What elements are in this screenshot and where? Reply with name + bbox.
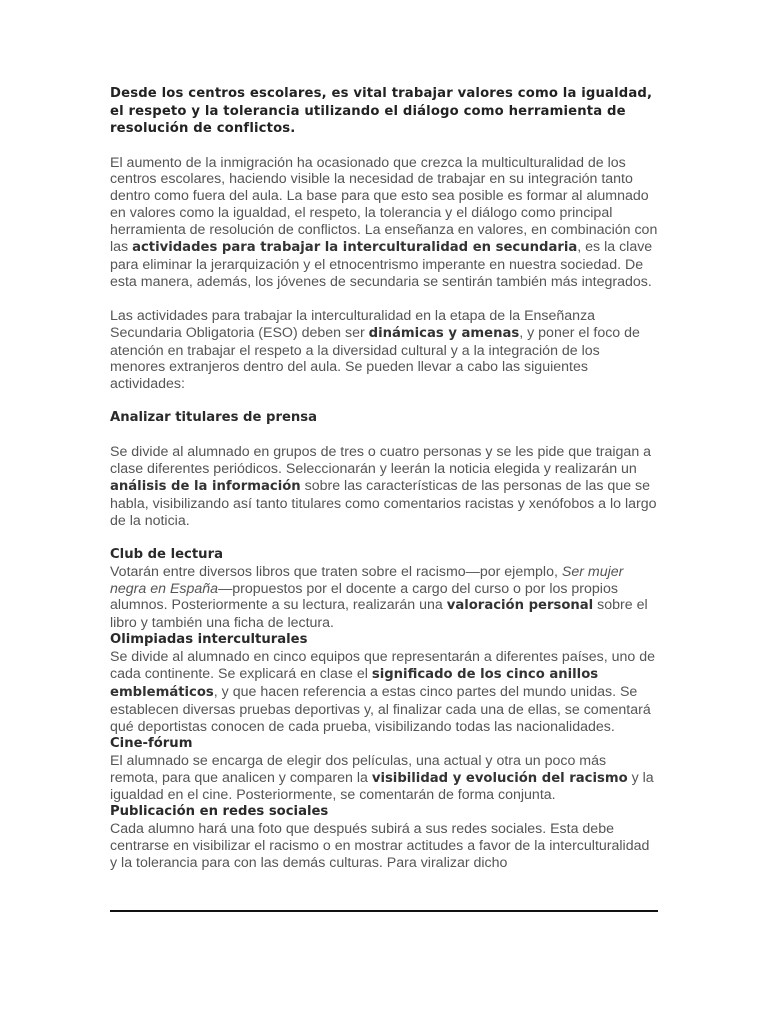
section-body-cineforum <box>110 753 658 805</box>
section-heading-redes: Publicación en redes sociales <box>110 804 329 820</box>
section-heading-prensa: Analizar titulares de prensa <box>110 410 318 426</box>
intro-paragraph: Desde los centros escolares, es vital trabajar valores como la igualdad, el respeto y la tolerancia utilizando el diálogo como herramienta de resolución de conflictos. <box>110 86 653 136</box>
section-heading-cineforum: Cine-fórum <box>110 735 193 751</box>
section-body-redes: Cada alumno hará una foto que después subirá a sus redes sociales. Esta debe centrarse en visibilizar el racismo o en mostrar actitudes a favor de la interculturalidad y la tolerancia para con las demás culturas. Para viralizar dicho <box>110 821 650 872</box>
section-heading-olimpiadas: Olimpiadas interculturales <box>110 632 308 648</box>
section-prensa-bold: análisis de la información <box>110 479 301 494</box>
page-cutoff-mask <box>0 912 768 1024</box>
document-body <box>110 85 658 872</box>
section-lectura-text-c: —propuestos por el docente a cargo del curso o por los propios alumnos. Posteriormente a su lectura, realizarán una <box>110 580 618 614</box>
section-prensa-text-c: sobre las características de las personas de las que se habla, visibilizando así tanto titulares como comentarios racistas y xenófobos a lo largo de la noticia. <box>110 478 657 529</box>
paragraph-2-text-a: Las actividades para trabajar la interculturalidad en la etapa de la Enseñanza Secundaria Obligatoria (ESO) deben ser <box>110 307 596 341</box>
section-olimpiadas-text-a: Se divide al alumnado en cinco equipos que representarán a diferentes países, uno de cada continente. Se explicará en clase el <box>110 649 656 683</box>
section-lectura-text-a: Votarán entre diversos libros que traten sobre el racismo—por ejemplo, <box>110 563 562 580</box>
section-olimpiadas-text-c: , y que hacen referencia a estas cinco partes del mundo unidas. Se establecen diversas pruebas deportivas y, al finalizar cada una de ellas, se comentará qué deportistas conocen de cada prueba, visibilizando todas las nacionalidades. <box>110 683 651 735</box>
section-body-olimpiadas <box>110 649 658 736</box>
paragraph-1 <box>110 155 658 291</box>
section-body-lectura <box>110 564 658 633</box>
paragraph-2-bold: dinámicas y amenas <box>368 325 520 341</box>
paragraph-1-text-a: El aumento de la inmigración ha ocasionado que crezca la multiculturalidad de los centros escolares, haciendo visible la necesidad de trabajar en su integración tanto dentro como fuera del aula. La base para que esto sea posible es formar al alumnado en valores como la igualdad, el respeto, la tolerancia y el diálogo como principal herramienta de resolución de conflictos. La enseñanza en valores, en combinación con las <box>110 154 658 256</box>
paragraph-2-text-c: , y poner el foco de atención en trabajar el respeto a la diversidad cultural y a la integración de los menores extranjeros dentro del aula. Se pueden llevar a cabo las siguientes actividades: <box>110 324 640 393</box>
section-prensa-text-a: Se divide al alumnado en grupos de tres o cuatro personas y se les pide que traigan a clase diferentes periódicos. Seleccionarán y leerán la noticia elegida y realizarán un <box>110 444 652 478</box>
paragraph-2 <box>110 308 658 394</box>
paragraph-1-bold: actividades para trabajar la interculturalidad en secundaria <box>132 240 578 256</box>
paragraph-1-text-c: , es la clave para eliminar la jerarquización y el etnocentrismo imperante en nuestra sociedad. De esta manera, además, los jóvenes de secundaria se sentirán también más integrados. <box>110 239 653 290</box>
section-lectura-bold: valoración personal <box>446 598 594 614</box>
section-cineforum-bold: visibilidad y evolución del racismo <box>371 770 628 786</box>
section-cineforum-text-c: y la igualdad en el cine. Posteriormente, se comentarán de forma conjunta. <box>110 769 654 804</box>
section-heading-lectura: Club de lectura <box>110 546 223 562</box>
section-olimpiadas-bold: significado de los cinco anillos emblemáticos <box>110 667 599 700</box>
section-lectura-text-d: sobre el libro y también una ficha de lectura. <box>110 597 648 632</box>
page-bottom-rule <box>110 910 658 912</box>
section-body-prensa <box>110 444 658 530</box>
section-cineforum-text-a: El alumnado se encarga de elegir dos películas, una actual y otra un poco más remota, para que analicen y comparen la <box>110 752 607 786</box>
section-lectura-italic-title: Ser mujer negra en España <box>110 563 624 597</box>
